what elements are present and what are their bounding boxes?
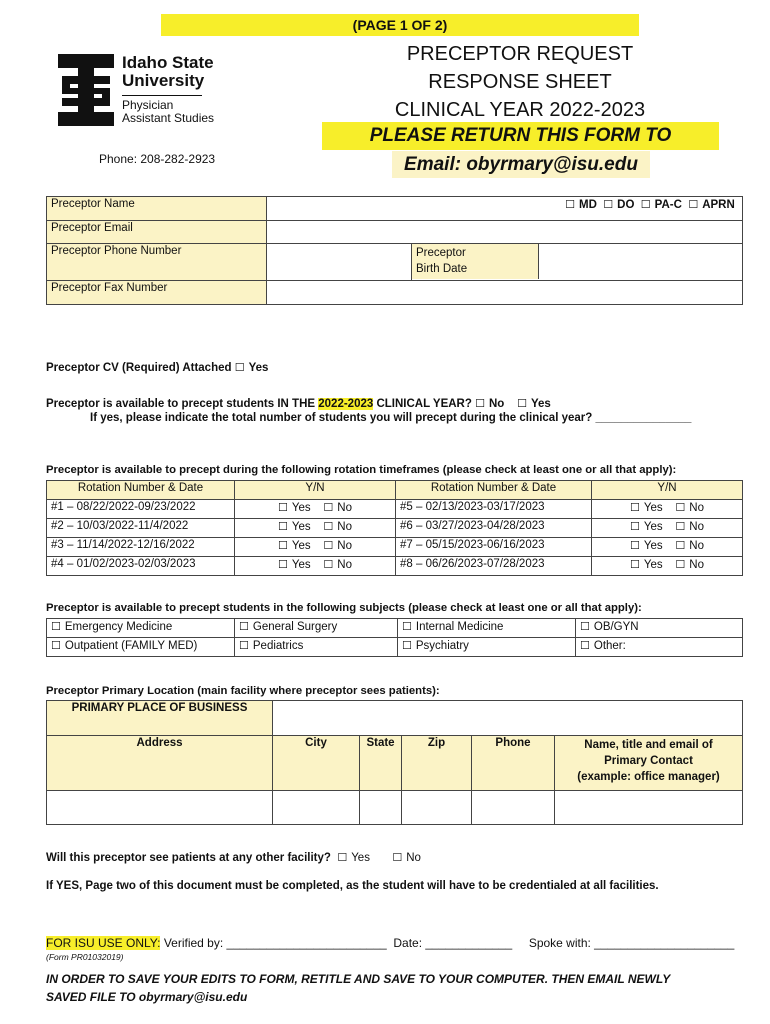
cv-yes-checkbox[interactable]: ☐ Yes xyxy=(235,362,269,374)
state-header: State xyxy=(360,736,402,791)
zip-field[interactable] xyxy=(402,791,472,825)
logo-line-4: Assistant Studies xyxy=(122,111,215,125)
state-field[interactable] xyxy=(360,791,402,825)
email-label: Preceptor Email xyxy=(47,221,267,244)
address-field[interactable] xyxy=(47,791,273,825)
rotation-4-no[interactable]: ☐ No xyxy=(323,559,352,571)
primary-contact-field[interactable] xyxy=(555,791,743,825)
address-header: Address xyxy=(47,736,273,791)
table-row xyxy=(47,538,743,557)
location-heading: Preceptor Primary Location (main facility where preceptor sees patients): xyxy=(46,685,440,697)
title-line-2: RESPONSE SHEET xyxy=(428,71,612,93)
city-header: City xyxy=(273,736,360,791)
isu-use-label: FOR ISU USE ONLY: xyxy=(46,936,161,950)
subject-internal-medicine[interactable]: ☐ Internal Medicine xyxy=(402,621,503,633)
rotation-7: #7 – 05/15/2023-06/16/2023 xyxy=(396,538,592,557)
title-line-3: CLINICAL YEAR 2022-2023 xyxy=(394,99,646,121)
credential-md-checkbox[interactable]: ☐ MD xyxy=(565,199,597,211)
name-field[interactable] xyxy=(267,197,743,221)
preceptor-info-table xyxy=(46,196,743,305)
return-instruction: PLEASE RETURN THIS FORM TO xyxy=(322,122,719,150)
fax-label: Preceptor Fax Number xyxy=(47,281,267,305)
rotation-col-header-left: Rotation Number & Date xyxy=(47,481,235,500)
zip-header: Zip xyxy=(402,736,472,791)
rotation-table xyxy=(46,480,743,576)
rotation-8-no[interactable]: ☐ No xyxy=(675,559,704,571)
subjects-heading: Preceptor is available to precept students in the following subjects (please check at least one or all that apply): xyxy=(46,602,642,614)
verified-date[interactable]: Date: _____________ xyxy=(393,936,513,950)
rotation-3: #3 – 11/14/2022-12/16/2022 xyxy=(47,538,235,557)
form-title xyxy=(320,40,720,124)
table-row xyxy=(47,519,743,538)
other-facility-no[interactable]: ☐ No xyxy=(392,852,421,864)
fax-field[interactable] xyxy=(267,281,743,305)
rotation-7-yes[interactable]: ☐ Yes xyxy=(630,540,663,552)
logo-line-3: Physician xyxy=(122,98,174,112)
rotation-7-no[interactable]: ☐ No xyxy=(675,540,704,552)
other-facility-note: If YES, Page two of this document must be completed, as the student will have to be credentialed at all facilities. xyxy=(46,880,659,892)
subject-ob-gyn[interactable]: ☐ OB/GYN xyxy=(580,621,639,633)
yn-col-header-left: Y/N xyxy=(235,481,396,500)
subject-emergency-medicine[interactable]: ☐ Emergency Medicine xyxy=(51,621,172,633)
table-row xyxy=(47,557,743,576)
rotation-4: #4 – 01/02/2023-02/03/2023 xyxy=(47,557,235,576)
table-row xyxy=(47,500,743,519)
other-facility-yes[interactable]: ☐ Yes xyxy=(337,852,370,864)
spoke-with[interactable]: Spoke with: _____________________ xyxy=(528,936,735,950)
other-facility-question: Will this preceptor see patients at any other facility? ☐ Yes ☐ No xyxy=(46,851,421,864)
student-count-question: If yes, please indicate the total number of students you will precept during the clinical year? _______________ xyxy=(90,412,692,424)
rotation-3-yes[interactable]: ☐ Yes xyxy=(278,540,311,552)
name-label: Preceptor Name xyxy=(47,197,267,221)
birth-date-field[interactable] xyxy=(539,244,742,279)
title-line-1: PRECEPTOR REQUEST xyxy=(406,43,634,65)
rotation-5-no[interactable]: ☐ No xyxy=(675,502,704,514)
phone-number: Phone: 208-282-2923 xyxy=(99,152,216,166)
clinical-year-highlight: 2022-2023 xyxy=(318,398,374,410)
primary-contact-header: Name, title and email of Primary Contact (example: office manager) xyxy=(555,736,743,791)
rotation-8: #8 – 06/26/2023-07/28/2023 xyxy=(396,557,592,576)
phone-label: Preceptor Phone Number xyxy=(47,244,267,281)
rotation-2-yes[interactable]: ☐ Yes xyxy=(278,521,311,533)
rotation-1: #1 – 08/22/2022-09/23/2022 xyxy=(47,500,235,519)
subject-other[interactable]: ☐ Other: xyxy=(580,640,626,652)
cv-attached-line: Preceptor CV (Required) Attached ☐ Yes xyxy=(46,361,268,374)
rotations-heading: Preceptor is available to precept during the following rotation timeframes (please check at least one or all that apply): xyxy=(46,464,677,476)
logo-line-1: Idaho State xyxy=(122,53,214,72)
isu-use-line xyxy=(46,936,734,950)
rotation-1-no[interactable]: ☐ No xyxy=(323,502,352,514)
credential-pac-checkbox[interactable]: ☐ PA-C xyxy=(641,199,682,211)
isu-logo xyxy=(58,52,233,132)
rotation-5-yes[interactable]: ☐ Yes xyxy=(630,502,663,514)
logo-line-2: University xyxy=(122,71,205,90)
primary-business-label: PRIMARY PLACE OF BUSINESS xyxy=(47,701,273,736)
credential-aprn-checkbox[interactable]: ☐ APRN xyxy=(688,199,734,211)
save-instructions: IN ORDER TO SAVE YOUR EDITS TO FORM, RETITLE AND SAVE TO YOUR COMPUTER. THEN EMAIL NEWLY SAVED FILE TO obyrmary@isu.edu xyxy=(46,972,671,1004)
subject-general-surgery[interactable]: ☐ General Surgery xyxy=(239,621,337,633)
rotation-6: #6 – 03/27/2023-04/28/2023 xyxy=(396,519,592,538)
return-email: Email: obyrmary@isu.edu xyxy=(392,151,650,178)
rotation-6-yes[interactable]: ☐ Yes xyxy=(630,521,663,533)
phone-field[interactable] xyxy=(267,244,412,281)
availability-question: Preceptor is available to precept students IN THE 2022-2023 CLINICAL YEAR? ☐ No ☐ Yes xyxy=(46,397,551,410)
location-table xyxy=(46,700,743,825)
isu-logo-mark-icon xyxy=(58,54,114,126)
birth-date-label: Preceptor Birth Date xyxy=(412,244,539,279)
yn-col-header-right: Y/N xyxy=(592,481,743,500)
rotation-3-no[interactable]: ☐ No xyxy=(323,540,352,552)
rotation-2: #2 – 10/03/2022-11/4/2022 xyxy=(47,519,235,538)
credential-do-checkbox[interactable]: ☐ DO xyxy=(603,199,634,211)
rotation-col-header-right: Rotation Number & Date xyxy=(396,481,592,500)
rotation-8-yes[interactable]: ☐ Yes xyxy=(630,559,663,571)
subjects-table xyxy=(46,618,743,657)
rotation-6-no[interactable]: ☐ No xyxy=(675,521,704,533)
email-field[interactable] xyxy=(267,221,743,244)
phone-header: Phone xyxy=(472,736,555,791)
phone-field-location[interactable] xyxy=(472,791,555,825)
rotation-5: #5 – 02/13/2023-03/17/2023 xyxy=(396,500,592,519)
subject-outpatient[interactable]: ☐ Outpatient (FAMILY MED) xyxy=(51,640,197,652)
subject-pediatrics[interactable]: ☐ Pediatrics xyxy=(239,640,303,652)
rotation-4-yes[interactable]: ☐ Yes xyxy=(278,559,311,571)
rotation-1-yes[interactable]: ☐ Yes xyxy=(278,502,311,514)
page-marker: (PAGE 1 OF 2) xyxy=(161,14,639,36)
city-field[interactable] xyxy=(273,791,360,825)
form-id: (Form PR01032019) xyxy=(46,952,124,962)
availability-no-checkbox[interactable]: ☐ No xyxy=(475,398,504,410)
rotation-2-no[interactable]: ☐ No xyxy=(323,521,352,533)
availability-yes-checkbox[interactable]: ☐ Yes xyxy=(517,398,551,410)
subject-psychiatry[interactable]: ☐ Psychiatry xyxy=(402,640,469,652)
verified-by[interactable]: Verified by: ________________________ xyxy=(163,936,387,950)
primary-business-field[interactable] xyxy=(273,701,743,736)
